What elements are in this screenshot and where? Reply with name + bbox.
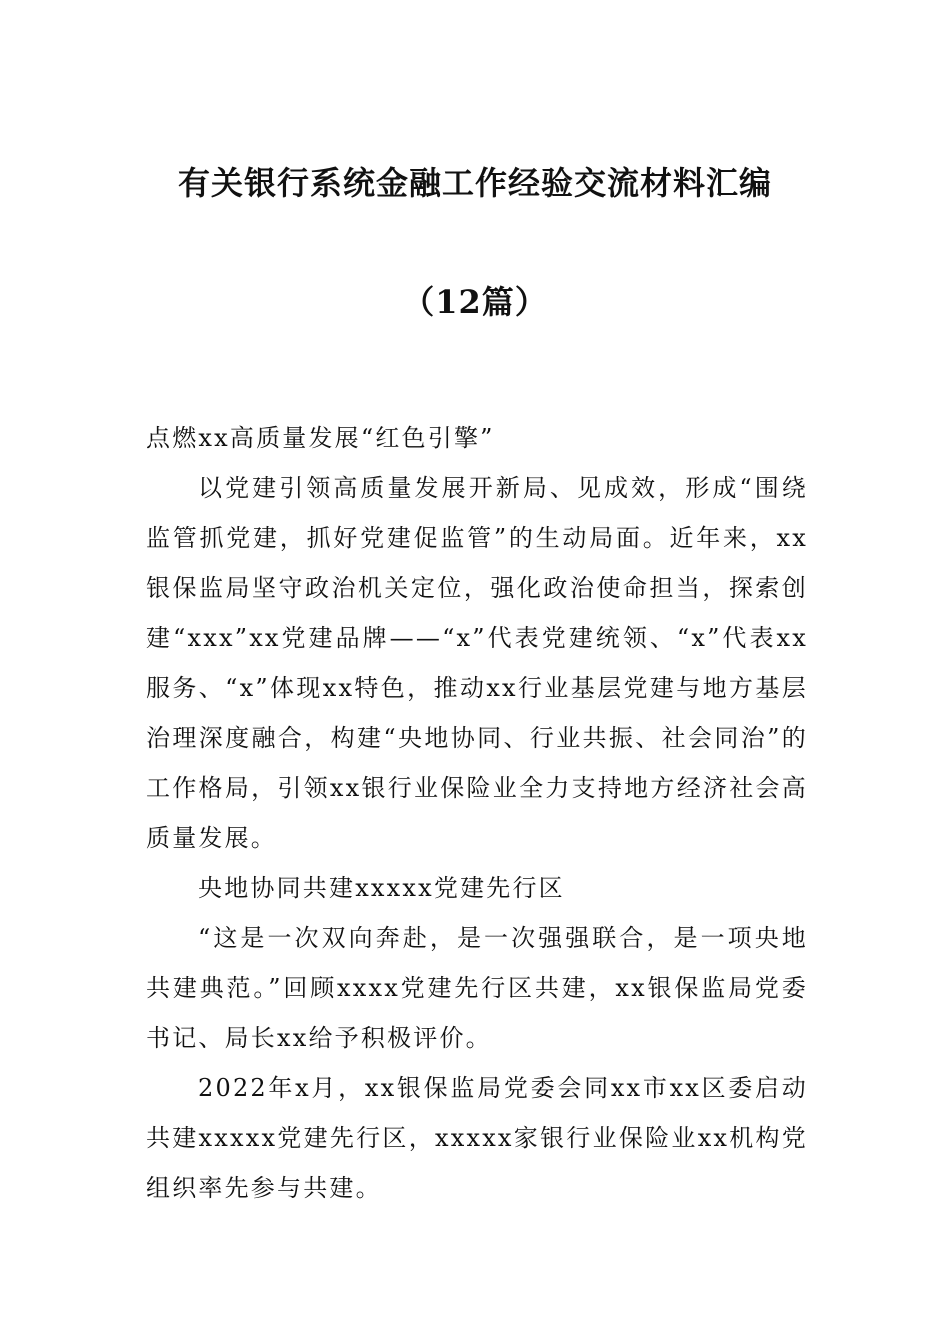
paragraph: 2022年x月，xx银保监局党委会同xx市xx区委启动共建xxxxx党建先行区，xxxxx家银行业保险业xx机构党组织率先参与共建。 [146,1074,808,1202]
document-subtitle: （12篇） [402,283,548,321]
document-title: 有关银行系统金融工作经验交流材料汇编 [177,164,772,202]
section-heading: 点燃xx高质量发展“红色引擎” [146,424,495,452]
document-body [146,413,808,1213]
paragraph: 以党建引领高质量发展开新局、见成效，形成“围绕监管抓党建，抓好党建促监管”的生动局面。近年来，xx银保监局坚守政治机关定位，强化政治使命担当，探索创建“xxx”xx党建品牌——“x”代表党建统领、“x”代表xx服务、“x”体现xx特色，推动xx行业基层党建与地方基层治理深度融合，构建“央地协同、行业共振、社会同治”的工作格局，引领xx银行业保险业全力支持地方经济社会高质量发展。 [146,474,808,852]
subsection-heading: 央地协同共建xxxxx党建先行区 [198,874,565,902]
paragraph: “这是一次双向奔赴，是一次强强联合，是一项央地共建典范。”回顾xxxx党建先行区共建，xx银保监局党委书记、局长xx给予积极评价。 [146,924,808,1052]
